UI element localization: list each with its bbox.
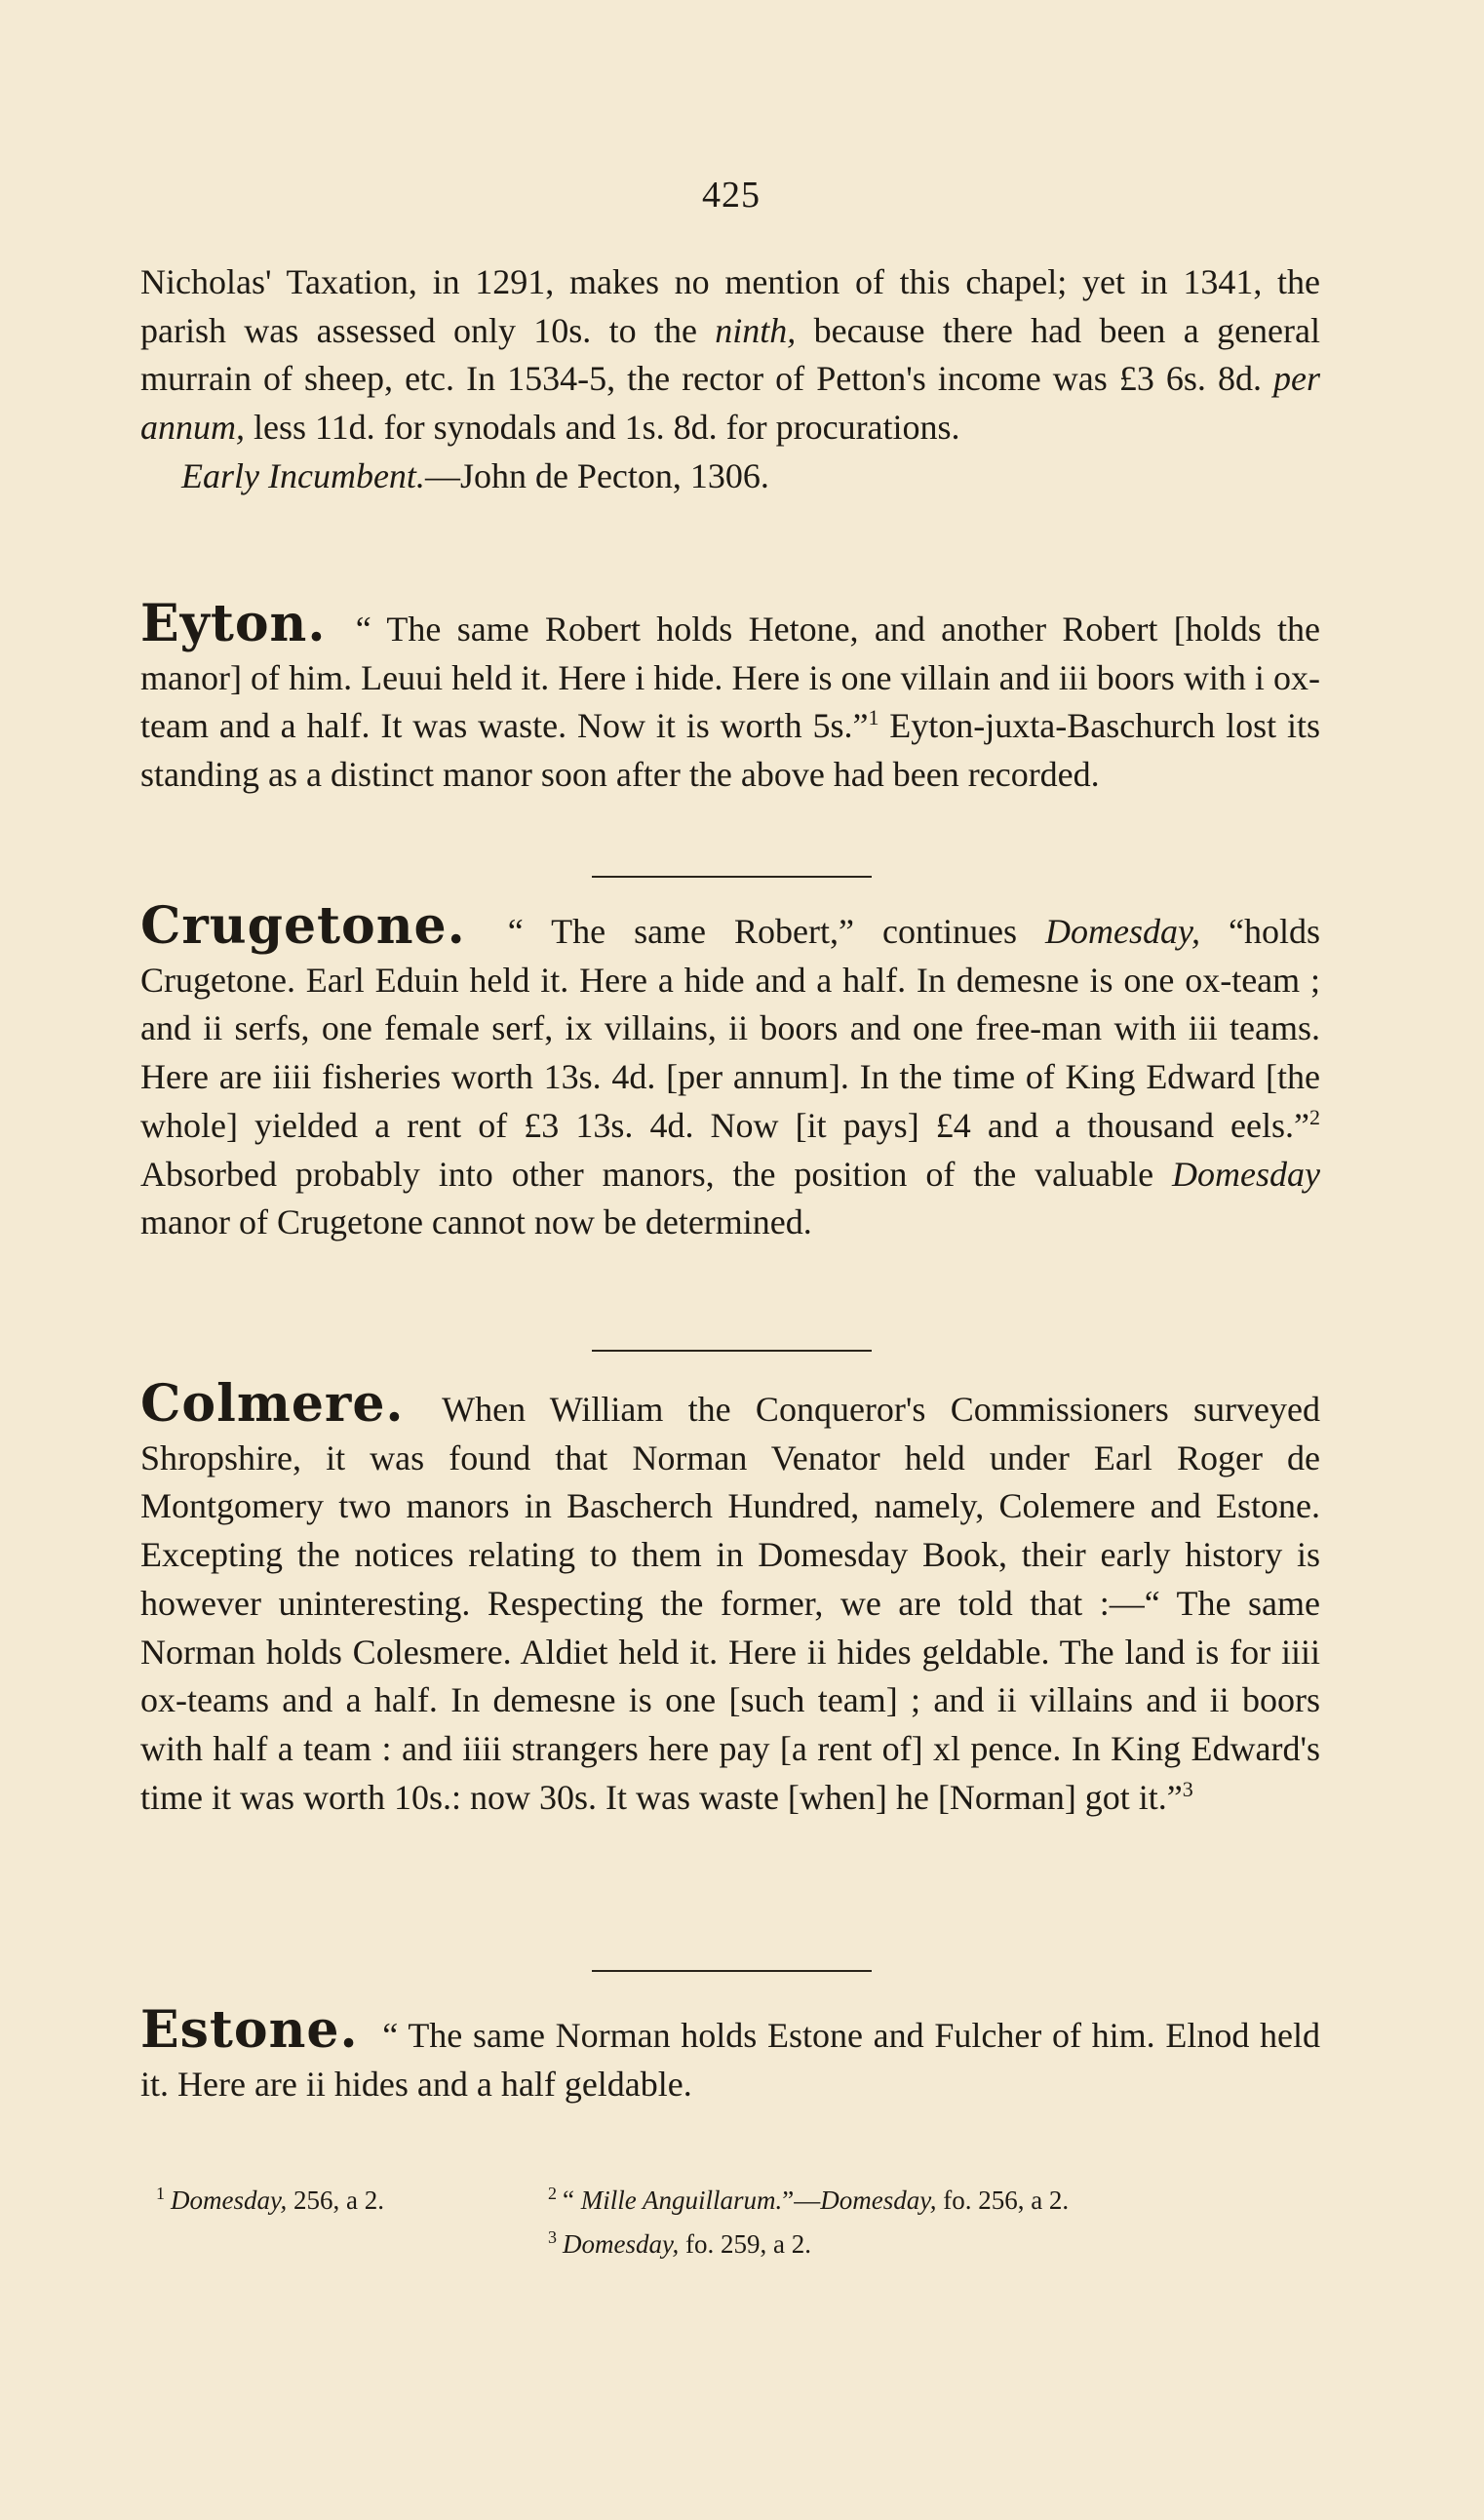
footnote-3-mark: 3 [548, 2227, 557, 2247]
footnote-1-text: 256, a 2. [287, 2185, 384, 2215]
footnote-1-italic: Domesday, [171, 2185, 288, 2215]
footnote-spacer [156, 2219, 548, 2263]
footnote-2-open-quote: “ [563, 2185, 581, 2215]
crugetone-text-3: Absorbed probably into other manors, the position of the valuable [140, 1154, 1173, 1194]
footnote-ref-1: 1 [868, 705, 879, 730]
footnote-1-mark: 1 [156, 2184, 165, 2203]
footnote-2-italic: Mille Anguillarum. [580, 2185, 783, 2215]
footnote-2-italic-domesday: Domesday, [820, 2185, 937, 2215]
intro-text-2: because there had been a general murrain of sheep, etc. In 1534-5, the rector of Petton's income was £3 6s. 8d. [140, 310, 1320, 399]
section-divider-rule [592, 876, 872, 878]
footnote-2-mark: 2 [548, 2184, 557, 2203]
intro-italic-per-annum: per annum, [140, 359, 1320, 448]
section-eyton [140, 594, 1320, 800]
section-heading-estone: Estone. [140, 2000, 359, 2060]
section-colemere [140, 1374, 1320, 1822]
section-divider-rule [592, 1350, 872, 1352]
section-heading-colemere: Colmere. [140, 1374, 405, 1434]
early-incumbent-label: Early Incumbent. [181, 455, 425, 495]
section-divider-rule [592, 1970, 872, 1972]
footnote-2-mid: ”— [782, 2185, 821, 2215]
footnote-row [156, 2219, 1326, 2263]
footnote-ref-3: 3 [1182, 1776, 1193, 1801]
footnote-2 [548, 2175, 1326, 2219]
footnote-3-italic: Domesday, [563, 2229, 680, 2259]
footnote-row [156, 2175, 1326, 2219]
intro-text-3: less 11d. for synodals and 1s. 8d. for procurations. [245, 408, 960, 448]
section-heading-eyton: Eyton. [140, 594, 327, 653]
estone-text: “ The same Norman holds Estone and Fulcher of him. Elnod held it. Here are ii hides and a half geldable. [140, 2016, 1320, 2104]
colemere-text: When William the Conqueror's Commissioners surveyed Shropshire, it was found that Norman Venator held under Earl Roger de Montgomery two manors in Bascherch Hundred, namely, Colemere and Estone. Excepting the notices relating to them in Domesday Book, their early history is however uninteresting. Respecting the former, we are told that :—“ The same Norman holds Colesmere. Aldiet held it. Here ii hides geldable. The land is for iiii ox-teams and a half. In demesne is one [such team] ; and ii villains and ii boors with half a team : and iiii strangers here pay [a rent of] xl pence. In King Edward's time it was worth 10s.: now 30s. It was waste [when] he [Norman] got it.” [140, 1390, 1320, 1817]
footnote-3-text: fo. 259, a 2. [679, 2229, 811, 2259]
footnote-3 [548, 2219, 1326, 2263]
footnote-1 [156, 2175, 548, 2219]
eyton-text-2: Eyton-juxta-Baschurch lost its standing as a distinct manor soon after the above had been recorded. [140, 706, 1320, 795]
crugetone-text-2: “holds Crugetone. Earl Eduin held it. Here a hide and a half. In demesne is one ox-team ; and ii serfs, one female serf, ix villains, ii boors and one free-man with iii teams. Here are iiii fisheries worth 13s. 4d. [per annum]. In the time of King Edward [the whole] yielded a rent of £3 13s. 4d. Now [it pays] £4 and a thousand eels.” [140, 912, 1320, 1145]
early-incumbent-text: —John de Pecton, 1306. [424, 455, 769, 495]
crugetone-text-4: manor of Crugetone cannot now be determined. [140, 1202, 812, 1242]
eyton-text: “ The same Robert holds Hetone, and another Robert [holds the manor] of him. Leuui held it. Here i hide. Here is one villain and iii boors with i ox-team and a half. It was waste. Now it is worth 5s.” [140, 610, 1320, 746]
crugetone-italic-domesday-2: Domesday [1172, 1154, 1320, 1194]
section-estone [140, 2000, 1320, 2108]
intro-text: Nicholas' Taxation, in 1291, makes no mention of this chapel; yet in 1341, the parish was assessed only 10s. to the [140, 262, 1320, 350]
page-number: 425 [702, 175, 761, 216]
footnote-ref-2: 2 [1309, 1104, 1320, 1129]
footnotes [156, 2175, 1326, 2263]
section-heading-crugetone: Crugetone. [140, 896, 466, 956]
intro-paragraph [140, 258, 1320, 501]
crugetone-italic-domesday: Domesday, [1045, 912, 1200, 951]
footnote-2-text: fo. 256, a 2. [936, 2185, 1070, 2215]
section-crugetone [140, 896, 1320, 1247]
crugetone-text: “ The same Robert,” continues [479, 912, 1045, 951]
intro-italic-ninth: ninth, [715, 310, 797, 350]
